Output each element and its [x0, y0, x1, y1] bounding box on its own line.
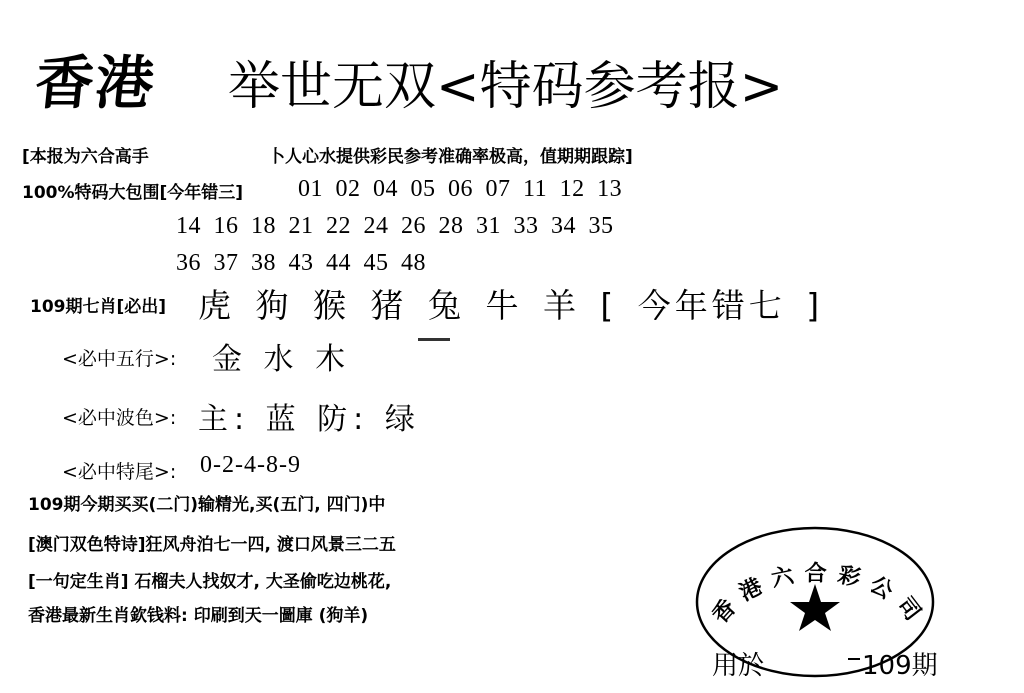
- special-range-row-1: 01 02 04 05 06 07 11 12 13: [298, 176, 623, 202]
- five-elements-label: <必中五行>:: [62, 348, 177, 370]
- zodiac-label: 109期七肖[必出]: [30, 297, 167, 317]
- special-range-row-3: 36 37 38 43 44 45 48: [176, 250, 426, 276]
- page-headline: 举世无双<特码参考报>: [228, 57, 784, 117]
- intro-text-start: [本报为六合高手: [22, 147, 149, 167]
- buy-line: 109期今期买买(二门)输精光,买(五门, 四门)中: [28, 495, 386, 515]
- star-icon: [790, 584, 840, 631]
- used-dash: [848, 658, 860, 660]
- phrase-line: [一句定生肖] 石榴夫人找奴才, 大圣偷吃边桃花,: [28, 572, 392, 592]
- zodiac-value: 虎 狗 猴 猪 兔 牛 羊 [ 今年错七 ]: [198, 286, 824, 325]
- wave-color-label: <必中波色>:: [62, 407, 177, 429]
- seal-text-path: 香港六合彩公司: [707, 561, 932, 634]
- tail-value: 0-2-4-8-9: [200, 452, 301, 478]
- latest-line: 香港最新生肖欽钱料: 印刷到天一圖庫 (狗羊): [28, 606, 369, 626]
- poem-line: [澳门双色特诗]狂风舟泊七一四, 渡口风景三二五: [28, 535, 396, 555]
- used-period: 109期: [862, 651, 938, 681]
- five-elements-value: 金 水 木: [212, 342, 352, 377]
- special-range-label: 100%特码大包围[今年错三]: [22, 183, 244, 203]
- special-range-row-2: 14 16 18 21 22 24 26 28 31 33 34 35: [176, 213, 614, 239]
- intro-text-end: 卜人心水提供彩民参考准确率极高，值期期跟踪]: [268, 147, 633, 167]
- tail-label: <必中特尾>:: [62, 461, 177, 483]
- print-smudge: [418, 338, 450, 341]
- used-for-label: 用於: [712, 651, 765, 681]
- wave-color-value: 主: 蓝 防: 绿: [198, 402, 421, 437]
- brand-title: 香港: [31, 49, 160, 117]
